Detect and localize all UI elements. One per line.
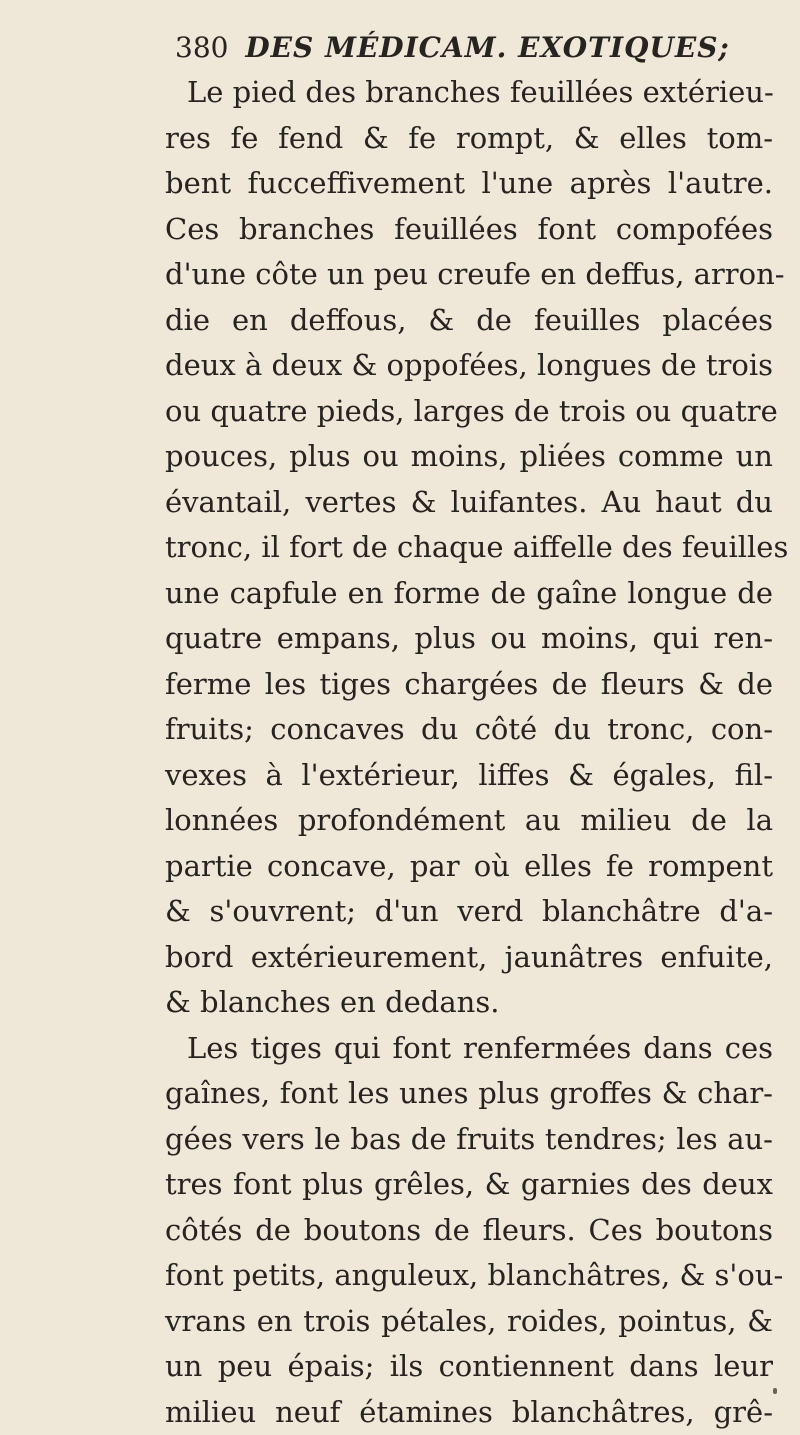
ink-speck bbox=[773, 1388, 777, 1394]
text-line: côtés de boutons de fleurs. Ces boutons bbox=[165, 1208, 773, 1254]
text-line: vrans en trois pétales, roides, pointus, & bbox=[165, 1299, 773, 1345]
text-line: Les tiges qui font renfermées dans ces bbox=[165, 1026, 773, 1072]
text-line: Ces branches feuillées font compofées bbox=[165, 207, 773, 253]
text-line: bord extérieurement, jaunâtres enfuite, bbox=[165, 935, 773, 981]
text-line: lonnées profondément au milieu de la bbox=[165, 798, 773, 844]
text-line: & blanches en dedans. bbox=[165, 980, 773, 1026]
running-header bbox=[175, 30, 730, 66]
text-line: vexes à l'extérieur, liffes & égales, fil- bbox=[165, 753, 773, 799]
body-text bbox=[165, 70, 773, 1435]
text-line: ou quatre pieds, larges de trois ou quatre bbox=[165, 389, 773, 435]
text-line: ferme les tiges chargées de fleurs & de bbox=[165, 662, 773, 708]
text-line: Le pied des branches feuillées extérieu- bbox=[165, 70, 773, 116]
text-line: deux à deux & oppofées, longues de trois bbox=[165, 343, 773, 389]
text-line: bent fucceffivement l'une après l'autre. bbox=[165, 161, 773, 207]
text-line: tronc, il fort de chaque aiffelle des feuilles bbox=[165, 525, 773, 571]
text-line: pouces, plus ou moins, pliées comme un bbox=[165, 434, 773, 480]
text-line: quatre empans, plus ou moins, qui ren- bbox=[165, 616, 773, 662]
text-line: un peu épais; ils contiennent dans leur bbox=[165, 1344, 773, 1390]
running-title: DES MÉDICAM. EXOTIQUES; bbox=[245, 31, 729, 64]
text-line: gées vers le bas de fruits tendres; les au- bbox=[165, 1117, 773, 1163]
text-line: fruits; concaves du côté du tronc, con- bbox=[165, 707, 773, 753]
page-number: 380 bbox=[175, 31, 228, 64]
text-line: font petits, anguleux, blanchâtres, & s'ou- bbox=[165, 1253, 773, 1299]
text-line: die en deffous, & de feuilles placées bbox=[165, 298, 773, 344]
text-line: milieu neuf étamines blanchâtres, grê- bbox=[165, 1390, 773, 1435]
text-line: & s'ouvrent; d'un verd blanchâtre d'a- bbox=[165, 889, 773, 935]
text-line: une capfule en forme de gaîne longue de bbox=[165, 571, 773, 617]
text-line: partie concave, par où elles fe rompent bbox=[165, 844, 773, 890]
text-line: évantail, vertes & luifantes. Au haut du bbox=[165, 480, 773, 526]
text-line: res fe fend & fe rompt, & elles tom- bbox=[165, 116, 773, 162]
text-line: d'une côte un peu creufe en deffus, arron- bbox=[165, 252, 773, 298]
text-line: gaînes, font les unes plus groffes & char- bbox=[165, 1071, 773, 1117]
text-line: tres font plus grêles, & garnies des deux bbox=[165, 1162, 773, 1208]
